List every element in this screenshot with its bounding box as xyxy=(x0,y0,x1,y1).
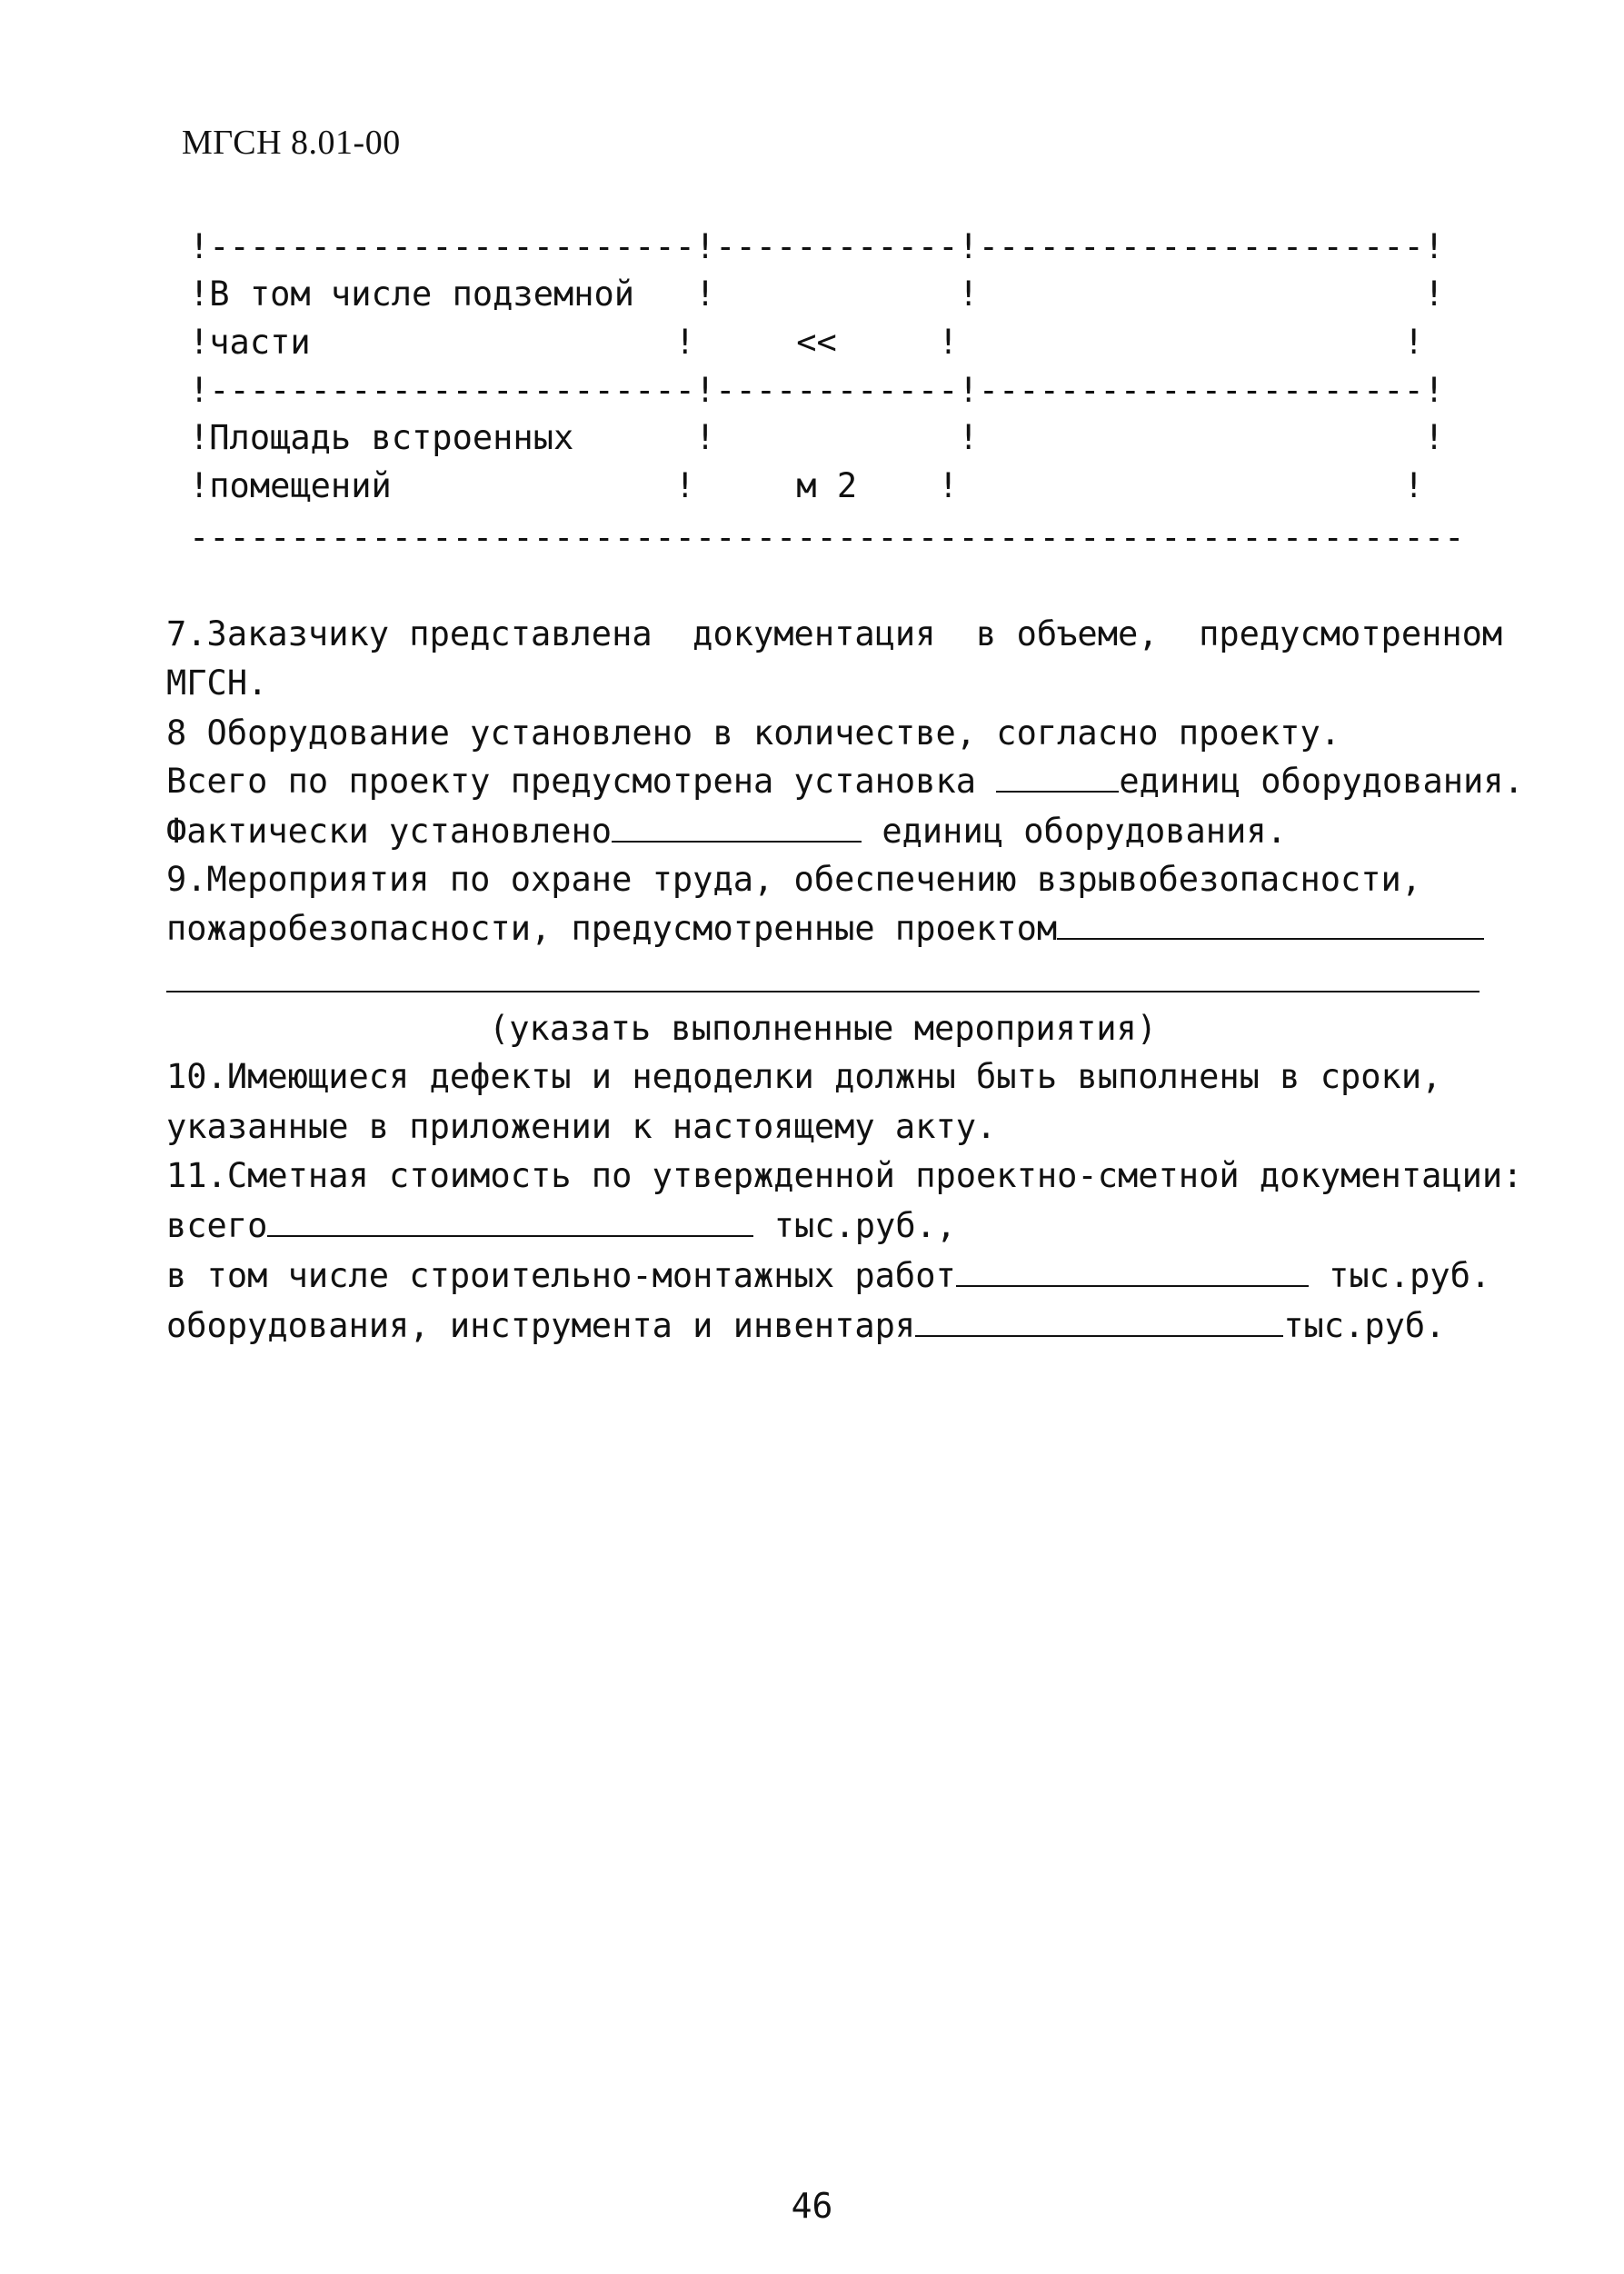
item-8-line2-suffix: единиц оборудования. xyxy=(1119,762,1524,801)
item-11-line1: 11.Сметная стоимость по утвержденной проектно-сметной документации: xyxy=(166,1156,1523,1195)
item-11-line3 xyxy=(166,1256,1490,1295)
item-8-line3-text: Фактически установлено xyxy=(166,812,613,851)
item-11-equipment-label: оборудования, инструмента и инвентаря xyxy=(166,1306,916,1345)
item-11-construction-unit: тыс.руб. xyxy=(1308,1256,1491,1295)
safety-measures-blank-line xyxy=(166,991,1480,992)
item-11-equipment-unit: тыс.руб. xyxy=(1283,1306,1446,1345)
item-11-total-label: всего xyxy=(166,1206,268,1245)
item-8-line3-suffix: единиц оборудования. xyxy=(862,812,1287,851)
units-installed-blank xyxy=(612,813,862,843)
item-8-line1: 8 Оборудование установлено в количестве, согласно проекту. xyxy=(166,713,1341,753)
item-10-line2: указанные в приложении к настоящему акту. xyxy=(166,1107,997,1146)
table-row-built-in-area-line2: !помещений ! м 2 ! ! xyxy=(189,466,1424,505)
item-11-construction-label: в том числе строительно-монтажных работ xyxy=(166,1256,956,1295)
item-8-line2 xyxy=(166,762,1524,801)
safety-measures-blank xyxy=(1057,911,1484,940)
page-number: 46 xyxy=(791,2186,833,2226)
equipment-cost-blank xyxy=(915,1308,1283,1337)
table-row-built-in-area-line1: !Площадь встроенных ! ! ! xyxy=(189,418,1445,457)
item-9-line2 xyxy=(166,909,1484,948)
safety-measures-caption: (указать выполненные мероприятия) xyxy=(488,1009,1158,1048)
item-11-line2 xyxy=(166,1206,956,1245)
item-9-line1: 9.Мероприятия по охране труда, обеспечению взрывобезопасности, xyxy=(166,860,1422,899)
item-7-line2: МГСН. xyxy=(166,663,268,703)
item-11-line4 xyxy=(166,1306,1445,1345)
item-7-line1: 7.Заказчику представлена документация в объеме, предусмотренном xyxy=(166,614,1503,653)
table-separator: !------------------------!------------!----------------------! xyxy=(189,371,1445,410)
construction-cost-blank xyxy=(956,1258,1309,1287)
document-code-header: МГСН 8.01-00 xyxy=(182,124,401,162)
table-bottom-border: --------------------------------------------------------------- xyxy=(189,518,1465,557)
table-separator: !------------------------!------------!----------------------! xyxy=(189,227,1445,266)
item-8-line3 xyxy=(166,812,1287,851)
table-row-underground-line2: !части ! << ! ! xyxy=(189,323,1424,362)
item-9-line2-text: пожаробезопасности, предусмотренные проектом xyxy=(166,909,1058,948)
table-row-underground-line1: !В том числе подземной ! ! ! xyxy=(189,274,1445,314)
item-8-line2-text: Всего по проекту предусмотрена установка xyxy=(166,762,997,801)
item-10-line1: 10.Имеющиеся дефекты и недоделки должны быть выполнены в сроки, xyxy=(166,1057,1442,1096)
item-11-total-unit: тыс.руб., xyxy=(753,1206,957,1245)
total-cost-blank xyxy=(267,1208,753,1237)
units-planned-blank xyxy=(996,763,1119,793)
